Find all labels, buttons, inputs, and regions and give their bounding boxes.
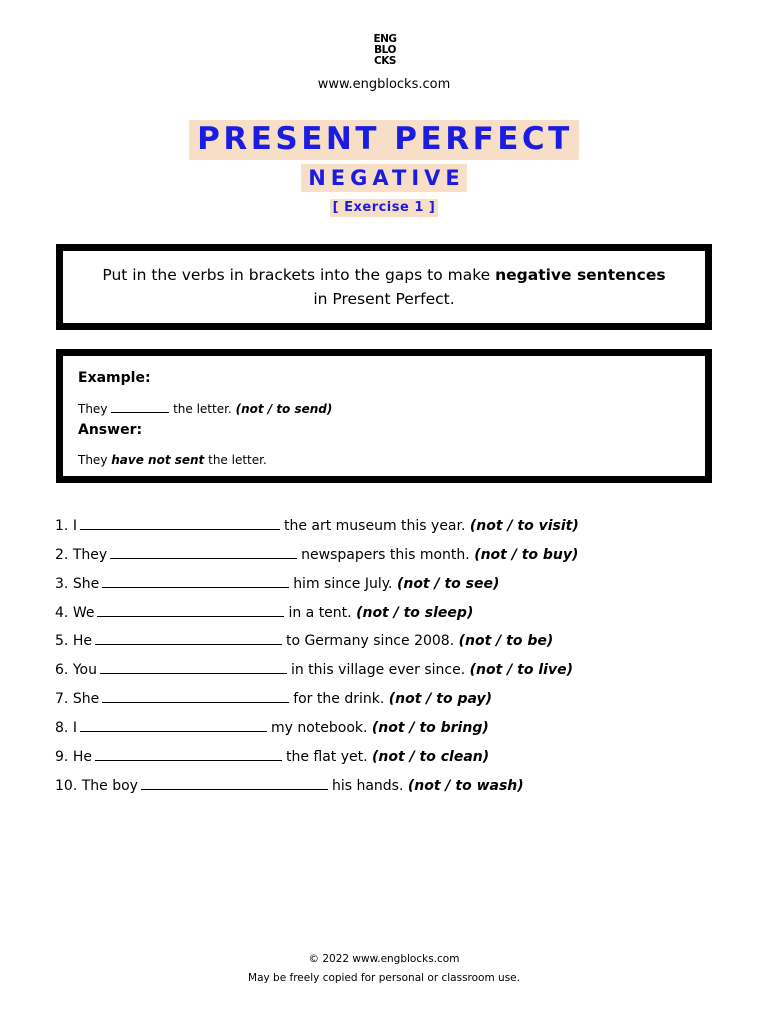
item-hint: (not / to see) (396, 576, 500, 592)
logo-line-2: BLO (374, 44, 396, 56)
item-subject: They (72, 547, 108, 563)
item-hint: (not / to visit) (469, 518, 579, 534)
item-number: 9. (55, 749, 69, 765)
page-title: PRESENT PERFECT (189, 120, 579, 160)
item-number: 5. (55, 633, 69, 649)
answer-label: Answer: (78, 422, 143, 438)
item-number: 10. (55, 778, 78, 794)
logo-line-1: ENG (373, 33, 397, 45)
instruction-text (63, 251, 705, 311)
exercise-item-5 (55, 630, 553, 650)
item-subject: She (72, 691, 100, 707)
answer-blank-7[interactable] (102, 688, 289, 703)
item-rest: the art museum this year. (283, 518, 466, 534)
item-hint: (not / to sleep) (356, 605, 474, 621)
logo-line-3: CKS (374, 55, 396, 67)
footer-copyright: © 2022 www.engblocks.com (308, 953, 460, 965)
engblocks-logo (369, 34, 401, 67)
answer-blank-2[interactable] (110, 544, 297, 559)
answer-before: They (78, 453, 108, 467)
exercise-item-1 (55, 515, 579, 535)
item-rest: my notebook. (270, 720, 368, 736)
answer-blank-3[interactable] (102, 573, 289, 588)
item-rest: his hands. (331, 778, 404, 794)
item-subject: I (72, 720, 77, 736)
exercise-item-3 (55, 573, 499, 593)
item-hint: (not / to buy) (474, 547, 579, 563)
item-rest: in a tent. (288, 605, 352, 621)
answer-blank-4[interactable] (97, 602, 284, 617)
item-subject: You (72, 662, 97, 678)
instruction-part1: Put in the verbs in brackets into the gaps to make (102, 266, 496, 284)
answer-blank-10[interactable] (141, 775, 328, 790)
item-rest: to Germany since 2008. (285, 633, 455, 649)
item-number: 1. (55, 518, 69, 534)
exercise-item-9 (55, 746, 489, 766)
exercise-item-2 (55, 544, 578, 564)
item-rest: for the drink. (293, 691, 385, 707)
exercise-item-6 (55, 659, 573, 679)
item-hint: (not / to pay) (388, 691, 493, 707)
item-rest: the flat yet. (285, 749, 368, 765)
answer-after: the letter. (208, 453, 267, 467)
exercise-item-10 (55, 775, 524, 795)
example-sentence (78, 402, 332, 416)
item-hint: (not / to be) (458, 633, 554, 649)
item-number: 7. (55, 691, 69, 707)
exercise-item-4 (55, 602, 473, 622)
website-url: www.engblocks.com (317, 77, 451, 92)
item-subject: He (72, 749, 92, 765)
item-subject: She (72, 576, 100, 592)
answer-blank-1[interactable] (80, 515, 280, 530)
instruction-bold: negative sentences (495, 266, 666, 284)
answer-blank-5[interactable] (95, 630, 282, 645)
answer-sentence (78, 453, 267, 467)
item-hint: (not / to wash) (407, 778, 524, 794)
item-subject: We (72, 605, 95, 621)
item-rest: in this village ever since. (290, 662, 466, 678)
example-hint: (not / to send) (235, 402, 333, 416)
answer-bold: have not sent (111, 453, 205, 467)
example-before: They (78, 402, 108, 416)
item-hint: (not / to live) (469, 662, 573, 678)
example-box (56, 349, 712, 483)
exercise-item-8 (55, 717, 489, 737)
item-rest: newspapers this month. (301, 547, 470, 563)
item-hint: (not / to clean) (372, 749, 490, 765)
item-number: 2. (55, 547, 69, 563)
item-hint: (not / to bring) (371, 720, 489, 736)
item-number: 8. (55, 720, 69, 736)
footer-note: May be freely copied for personal or classroom use. (248, 972, 520, 984)
item-rest: him since July. (293, 576, 393, 592)
item-number: 6. (55, 662, 69, 678)
item-subject: He (72, 633, 92, 649)
example-label: Example: (78, 370, 151, 386)
exercise-item-7 (55, 688, 492, 708)
title-wrap (0, 120, 768, 160)
answer-blank-6[interactable] (100, 659, 287, 674)
item-number: 3. (55, 576, 69, 592)
item-subject: I (72, 518, 77, 534)
item-subject: The boy (81, 778, 138, 794)
example-blank (111, 402, 169, 413)
item-number: 4. (55, 605, 69, 621)
instruction-box (56, 244, 712, 330)
answer-blank-8[interactable] (80, 717, 267, 732)
example-after: the letter. (173, 402, 232, 416)
subtitle-wrap (0, 164, 768, 192)
instruction-part2: in Present Perfect. (313, 290, 455, 308)
answer-blank-9[interactable] (95, 746, 282, 761)
page-subtitle: NEGATIVE (301, 164, 467, 192)
exercise-label: [ Exercise 1 ] (330, 199, 439, 217)
exercise-wrap (0, 196, 768, 217)
